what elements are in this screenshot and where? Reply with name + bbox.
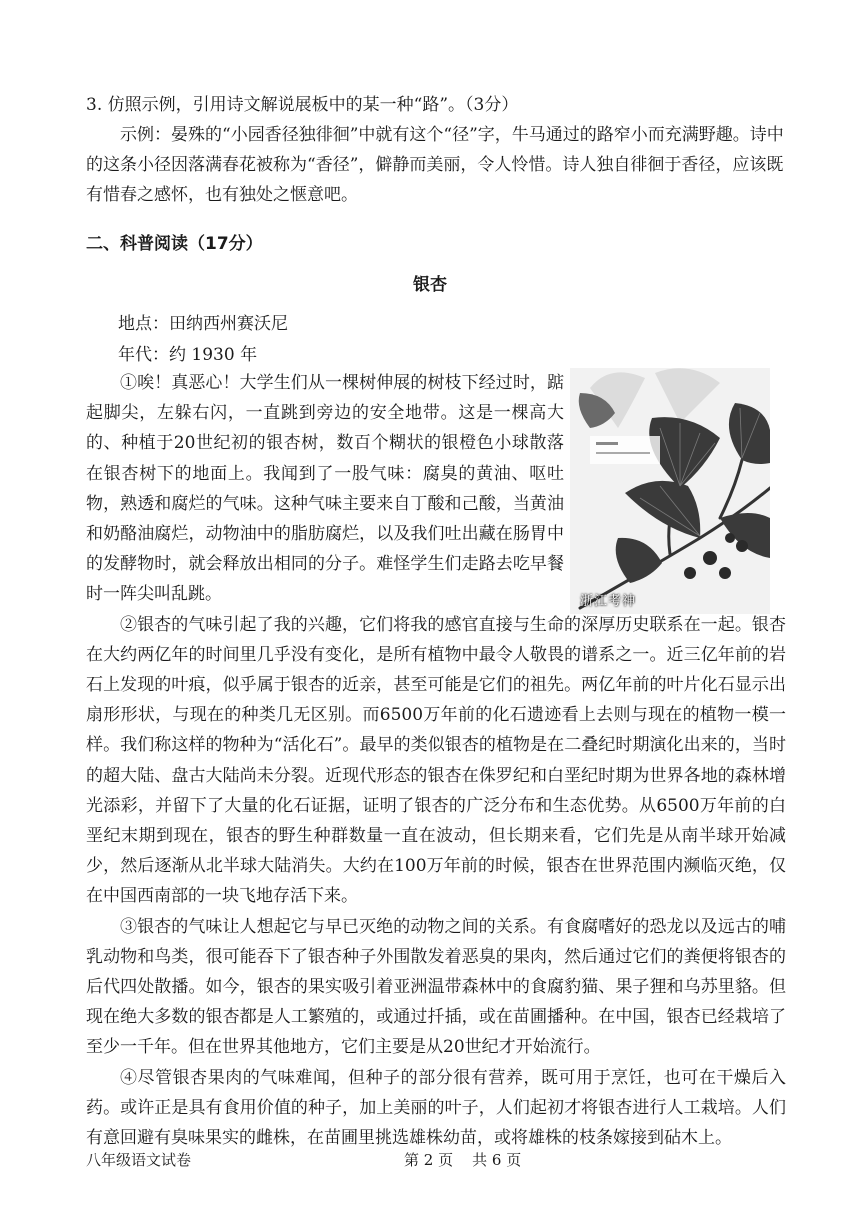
page-number: 第 2 页 共 6 页 xyxy=(404,1151,522,1169)
exam-name: 八年级语文试卷 xyxy=(86,1151,192,1169)
question-3 xyxy=(86,90,786,210)
article-paragraph-3: ③银杏的气味让人想起它与早已灭绝的动物之间的关系。有食腐嗜好的恐龙以及远古的哺乳动物和鸟类，很可能吞下了银杏种子外围散发着恶臭的果肉，然后通过它们的粪便将银杏的后代四处散播。如今，银杏的果实吸引着亚洲温带森林中的食腐豹猫、果子狸和乌苏里貉。但现在绝大多数的银杏都是人工繁殖的，或通过扦插，或在苗圃播种。在中国，银杏已经栽培了至少一千年。但在世界其他地方，它们主要是从20世纪才开始流行。 xyxy=(86,916,786,1058)
article-paragraph-2: ②银杏的气味引起了我的兴趣，它们将我的感官直接与生命的深厚历史联系在一起。银杏在大约两亿年的时间里几乎没有变化，是所有植物中最令人敬畏的谱系之一。近三亿年前的岩石上发现的叶痕，似乎属于银杏的近亲，甚至可能是它们的祖先。两亿年前的叶片化石显示出扇形形状，与现在的种类几无区别。而6500万年前的化石遗迹看上去则与现在的植物一模一样。我们称这样的物种为“活化石”。最早的类似银杏的植物是在二叠纪时期演化出来的，当时的超大陆、盘古大陆尚未分裂。近现代形态的银杏在侏罗纪和白垩纪时期为世界各地的森林增光添彩，并留下了大量的化石证据，证明了银杏的广泛分布和生态优势。从6500万年前的白垩纪末期到现在，银杏的野生种群数量一直在波动，但长期来看，它们先是从南半球开始减少，然后逐渐从北半球大陆消失。大约在100万年前的时候，银杏在世界范围内濒临灭绝，仅在中国西南部的一块飞地存活下来。 xyxy=(86,614,786,907)
article-location: 地点：田纳西州赛沃尼 xyxy=(118,314,288,334)
article-body xyxy=(86,368,786,1153)
article-paragraph-1: ①唉！真恶心！大学生们从一棵树伸展的树枝下经过时，踮起脚尖，左躲右闪，一直跳到旁边的安全地带。这是一棵高大的、种植于20世纪初的银杏树，数百个糊状的银橙色小球散落在银杏树下的地面上。我闻到了一股气味：腐臭的黄油、呕吐物，熟透和腐烂的气味。这种气味主要来自丁酸和己酸，当黄油和奶酪油腐烂，动物油中的脂肪腐烂，以及我们吐出藏在肠胃中的发酵物时，就会释放出相同的分子。难怪学生们走路去吃早餐时一阵尖叫乱跳。 xyxy=(86,373,564,605)
article-paragraph-4: ④尽管银杏果肉的气味难闻，但种子的部分很有营养，既可用于烹饪，也可在干燥后入药。或许正是具有食用价值的种子，加上美丽的叶子，人们起初才将银杏进行人工栽培。人们有意回避有臭味果实的雌株，在苗圃里挑选雄株幼苗，或将雄株的枝条嫁接到砧木上。 xyxy=(86,1067,786,1149)
section-title: 二、科普阅读（17分） xyxy=(86,234,263,254)
question-3-example: 示例：晏殊的“小园香径独徘徊”中就有这个“径”字，牛马通过的路窄小而充满野趣。诗中的这条小径因落满春花被称为“香径”，僻静而美丽，令人怜惜。诗人独自徘徊于香径，应该既有惜春之感怀，也有独处之惬意吧。 xyxy=(86,125,784,205)
question-3-prompt: 3. 仿照示例，引用诗文解说展板中的某一种“路”。（3分） xyxy=(86,95,519,115)
article-title: 银杏 xyxy=(413,275,447,295)
figure-watermark: 浙江考神 xyxy=(580,594,637,609)
article-era: 年代：约 1930 年 xyxy=(118,345,258,365)
